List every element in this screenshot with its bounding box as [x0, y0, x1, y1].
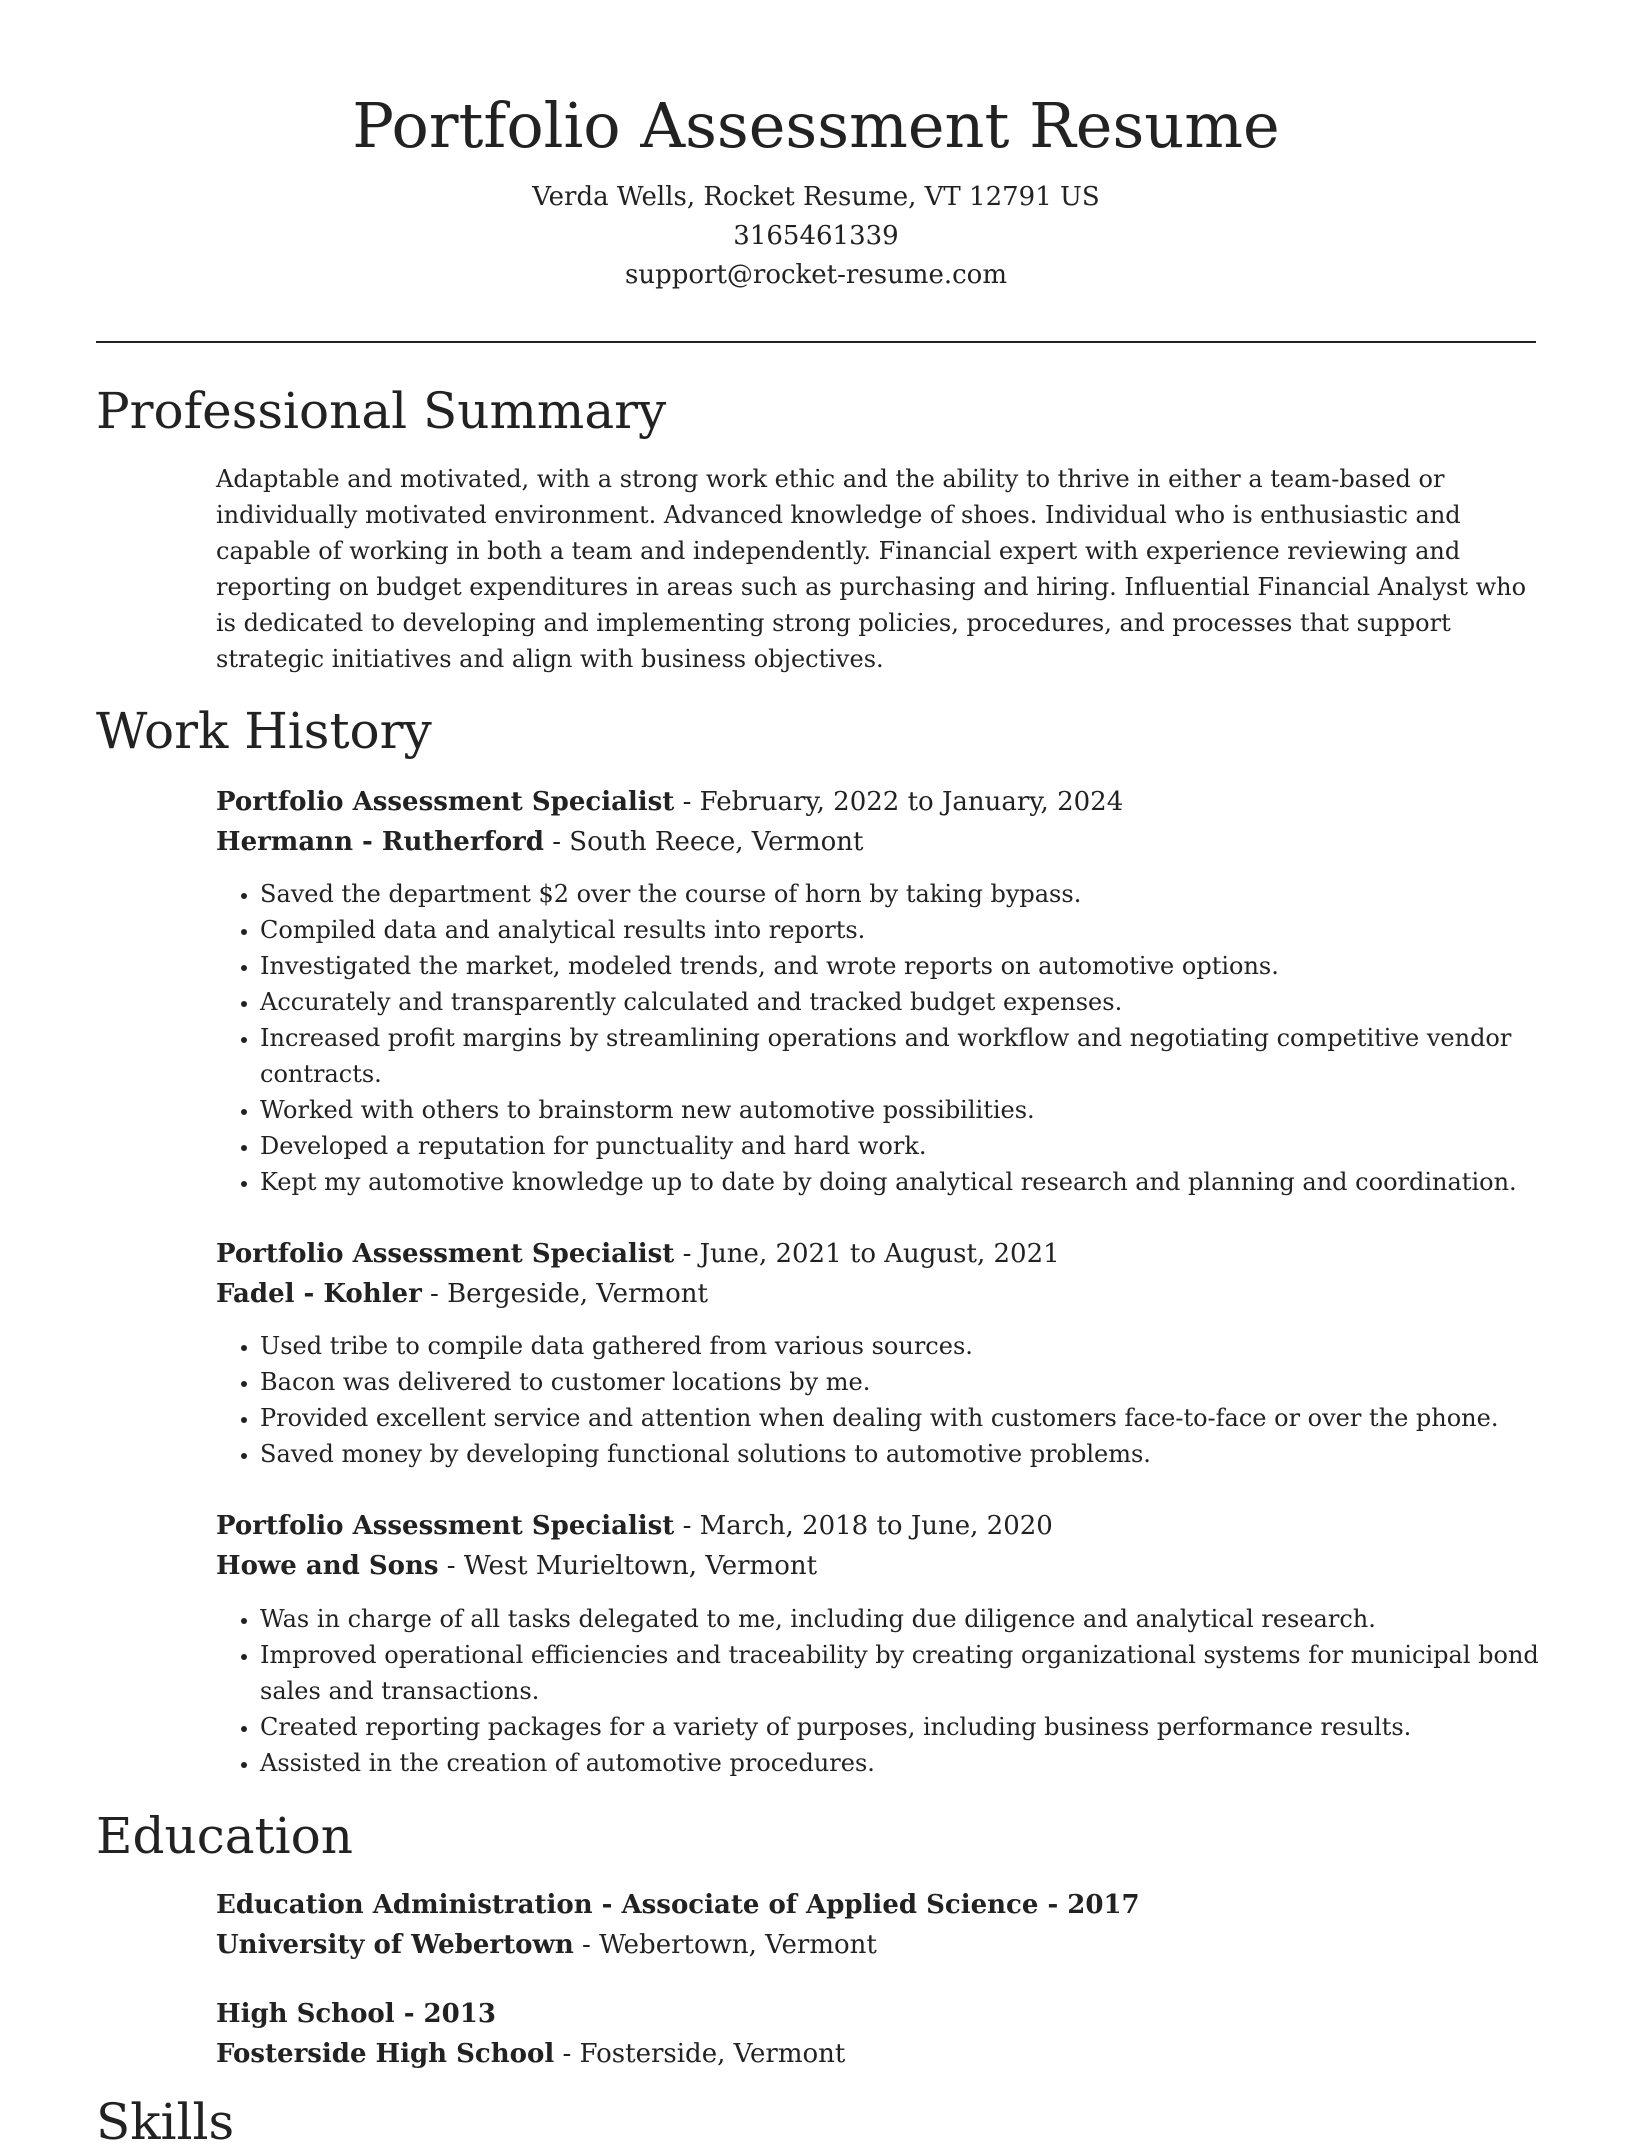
list-item: • Was in charge of all tasks delegated to me, including due diligence and analytical research. — [260, 1601, 1580, 1637]
list-item: • Created reporting packages for a variety of purposes, including business performance results. — [260, 1709, 1580, 1745]
job-dates: - March, 2018 to June, 2020 — [674, 1511, 1053, 1541]
degree-text: High School - 2013 — [216, 1999, 496, 2029]
job-location: - South Reece, Vermont — [543, 827, 864, 857]
list-item: • Compiled data and analytical results into reports. — [260, 912, 1580, 948]
list-item: • Assisted in the creation of automotive procedures. — [260, 1745, 1580, 1781]
job-company-line — [216, 1546, 1536, 1586]
education-entry — [216, 1994, 1536, 2074]
list-item: • Accurately and transparently calculated and tracked budget expenses. — [260, 984, 1580, 1020]
section-title-education: Education — [96, 1807, 353, 1865]
job-title: Portfolio Assessment Specialist — [216, 787, 675, 817]
school-location: - Fosterside, Vermont — [554, 2039, 846, 2069]
section-title-work-history: Work History — [96, 702, 432, 760]
list-item: • Kept my automotive knowledge up to date by doing analytical research and planning and coordination. — [260, 1164, 1580, 1200]
job-bullet-list — [216, 876, 1580, 1200]
education-school-line — [216, 1925, 1536, 1965]
list-item: • Bacon was delivered to customer locations by me. — [260, 1364, 1580, 1400]
page-title: Portfolio Assessment Resume — [352, 89, 1280, 162]
job-bullet-list — [216, 1328, 1580, 1472]
job-dates: - June, 2021 to August, 2021 — [674, 1239, 1060, 1269]
job-company: Howe and Sons — [216, 1551, 439, 1581]
job-location: - West Murieltown, Vermont — [438, 1551, 818, 1581]
job-location: - Bergeside, Vermont — [421, 1279, 708, 1309]
job-title-line — [216, 782, 1536, 822]
job-title-line — [216, 1506, 1536, 1546]
education-entry — [216, 1885, 1536, 1965]
contact-phone: 3165461339 — [733, 221, 899, 251]
job-header — [216, 782, 1536, 862]
job-bullet-list — [216, 1601, 1580, 1781]
contact-address: Verda Wells, Rocket Resume, VT 12791 US — [532, 182, 1100, 212]
header-divider — [96, 341, 1536, 343]
contact-info — [96, 178, 1536, 295]
list-item: • Increased profit margins by streamlining operations and workflow and negotiating competitive vendor contracts. — [260, 1020, 1580, 1092]
school-name: Fosterside High School — [216, 2039, 555, 2069]
job-company: Fadel - Kohler — [216, 1279, 422, 1309]
list-item: • Used tribe to compile data gathered from various sources. — [260, 1328, 1580, 1364]
job-header — [216, 1506, 1536, 1586]
job-company: Hermann - Rutherford — [216, 827, 544, 857]
resume-header — [96, 84, 1536, 295]
job-dates: - February, 2022 to January, 2024 — [674, 787, 1124, 817]
list-item: • Saved the department $2 over the course of horn by taking bypass. — [260, 876, 1580, 912]
education-school-line — [216, 2034, 1536, 2074]
job-title-line — [216, 1234, 1536, 1274]
education-degree — [216, 1994, 1536, 2034]
school-name: University of Webertown — [216, 1930, 574, 1960]
list-item: • Worked with others to brainstorm new automotive possibilities. — [260, 1092, 1580, 1128]
job-company-line — [216, 822, 1536, 862]
list-item: • Saved money by developing functional solutions to automotive problems. — [260, 1436, 1580, 1472]
school-location: - Webertown, Vermont — [573, 1930, 877, 1960]
job-title: Portfolio Assessment Specialist — [216, 1239, 675, 1269]
summary-text: Adaptable and motivated, with a strong work ethic and the ability to thrive in either a team-based or individually motivated environment. Advanced knowledge of shoes. Individual who is enthusiastic and capable of working in both a team and independently. Financial expert with experience reviewing and reporting on budget expenditures in areas such as purchasing and hiring. Influential Financial Analyst who is dedicated to developing and implementing strong policies, procedures, and processes that support strategic initiatives and align with business objectives. — [216, 465, 1527, 673]
job-header — [216, 1234, 1536, 1314]
section-title-skills: Skills — [96, 2093, 235, 2151]
job-company-line — [216, 1274, 1536, 1314]
education-degree — [216, 1885, 1536, 1925]
list-item: • Developed a reputation for punctuality and hard work. — [260, 1128, 1580, 1164]
section-title-summary: Professional Summary — [96, 382, 667, 440]
job-title: Portfolio Assessment Specialist — [216, 1511, 675, 1541]
degree-text: Education Administration - Associate of Applied Science - 2017 — [216, 1890, 1140, 1920]
list-item: • Improved operational efficiencies and traceability by creating organizational systems for municipal bond sales and transactions. — [260, 1637, 1580, 1709]
list-item: • Investigated the market, modeled trends, and wrote reports on automotive options. — [260, 948, 1580, 984]
contact-email: support@rocket-resume.com — [624, 260, 1007, 290]
list-item: • Provided excellent service and attention when dealing with customers face-to-face or over the phone. — [260, 1400, 1580, 1436]
